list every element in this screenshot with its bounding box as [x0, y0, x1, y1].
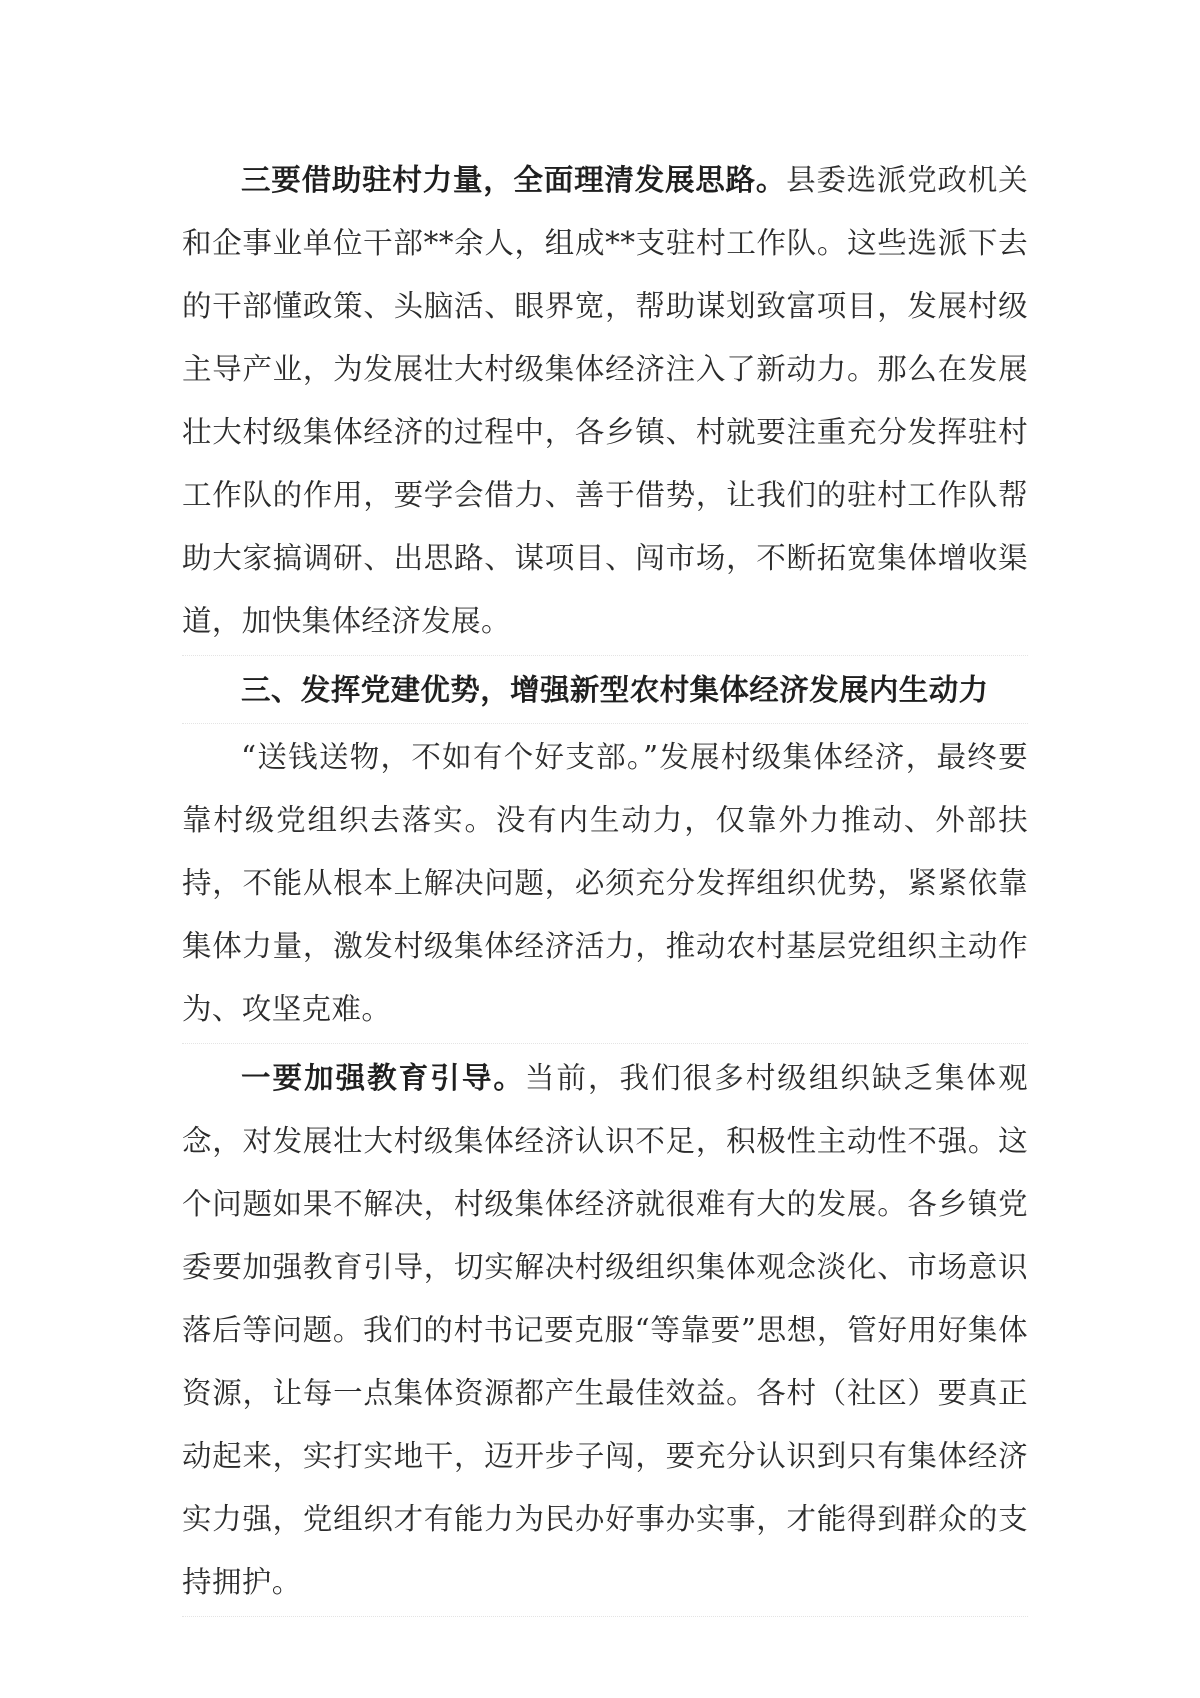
paragraph-text: “送钱送物，不如有个好支部。”发展村级集体经济，最终要靠村级党组织去落实。没有内生动力，仅靠外力推动、外部扶持，不能从根本上解决问题，必须充分发挥组织优势，紧紧依靠集体力量，激发村级集体经济活力，推动农村基层党组织主动作为、攻坚克难。: [182, 740, 1028, 1026]
section-heading: 三、发挥党建优势，增强新型农村集体经济发展内生动力: [182, 658, 1028, 724]
paragraph-education-guidance: [182, 1046, 1028, 1617]
paragraph-resident-team: [182, 148, 1028, 656]
paragraph-lead: 三要借助驻村力量，全面理清发展思路。: [241, 162, 787, 197]
paragraph-lead: 一要加强教育引导。: [241, 1060, 525, 1095]
paragraph-party-branch: [182, 726, 1028, 1044]
paragraph-text: 当前，我们很多村级组织缺乏集体观念，对发展壮大村级集体经济认识不足，积极性主动性不强。这个问题如果不解决，村级集体经济就很难有大的发展。各乡镇党委要加强教育引导，切实解决村级组织集体观念淡化、市场意识落后等问题。我们的村书记要克服“等靠要”思想，管好用好集体资源，让每一点集体资源都产生最佳效益。各村（社区）要真正动起来，实打实地干，迈开步子闯，要充分认识到只有集体经济实力强，党组织才有能力为民办好事办实事，才能得到群众的支持拥护。: [182, 1061, 1028, 1599]
document-body: [182, 148, 1028, 1617]
paragraph-text: 县委选派党政机关和企事业单位干部**余人，组成**支驻村工作队。这些选派下去的干部懂政策、头脑活、眼界宽，帮助谋划致富项目，发展村级主导产业，为发展壮大村级集体经济注入了新动力。那么在发展壮大村级集体经济的过程中，各乡镇、村就要注重充分发挥驻村工作队的作用，要学会借力、善于借势，让我们的驻村工作队帮助大家搞调研、出思路、谋项目、闯市场，不断拓宽集体增收渠道，加快集体经济发展。: [182, 163, 1028, 638]
